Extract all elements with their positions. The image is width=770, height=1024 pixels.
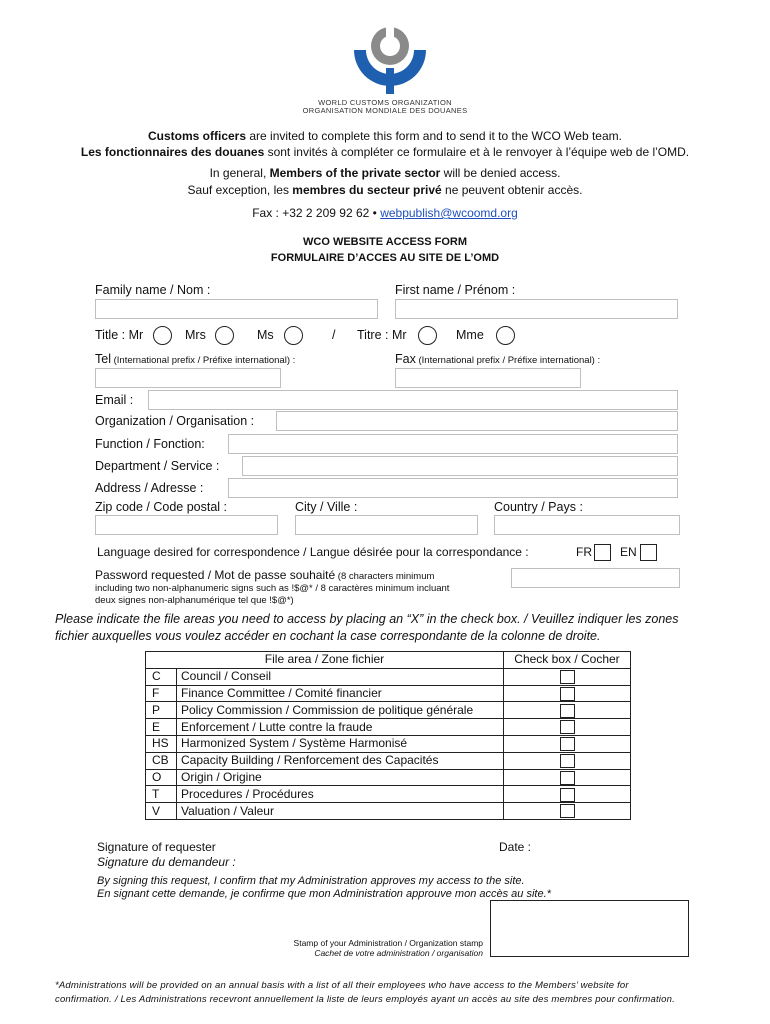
instructions-line-1: Please indicate the file areas you need to access by placing an “X” in the check box. / Veuillez indiquer les zones — [55, 612, 679, 626]
city-input[interactable] — [295, 515, 478, 535]
table-row — [146, 702, 631, 719]
file-area-checkbox[interactable] — [560, 754, 575, 768]
table-row — [146, 668, 631, 685]
function-input[interactable] — [228, 434, 678, 454]
titre-mme-radio[interactable] — [496, 326, 515, 345]
password-note-line-3: deux signes non-alphanumérique tel que !$@*) — [95, 595, 294, 606]
intro-line-4: Sauf exception, les membres du secteur privé ne peuvent obtenir accès. — [187, 183, 583, 197]
check-cell — [504, 803, 631, 820]
file-area-code: C — [146, 668, 177, 685]
title-mrs-label: Mrs — [185, 328, 206, 342]
email-link[interactable]: webpublish@wcoomd.org — [380, 206, 518, 220]
table-row — [146, 803, 631, 820]
check-cell — [504, 769, 631, 786]
file-area-code: O — [146, 769, 177, 786]
file-area-name: Finance Committee / Comité financier — [177, 685, 504, 702]
fax-label: Fax (International prefix / Préfixe international) : — [395, 352, 601, 366]
signature-label-en: Signature of requester — [97, 840, 216, 854]
country-label: Country / Pays : — [494, 500, 583, 514]
zip-input[interactable] — [95, 515, 278, 535]
organization-label: Organization / Organisation : — [95, 414, 255, 428]
titre-mme-label: Mme — [456, 328, 484, 342]
title-separator: / — [332, 328, 336, 342]
city-label: City / Ville : — [295, 500, 358, 514]
file-area-name: Council / Conseil — [177, 668, 504, 685]
file-area-checkbox[interactable] — [560, 771, 575, 785]
file-area-name: Harmonized System / Système Harmonisé — [177, 735, 504, 752]
table-row — [146, 719, 631, 736]
file-area-checkbox[interactable] — [560, 737, 575, 751]
tel-label: Tel (International prefix / Préfixe international) : — [95, 352, 296, 366]
file-area-checkbox[interactable] — [560, 704, 575, 718]
file-area-name: Capacity Building / Renforcement des Capacités — [177, 752, 504, 769]
title-ms-label: Ms — [257, 328, 274, 342]
check-cell — [504, 702, 631, 719]
logo-text-fr: ORGANISATION MONDIALE DES DOUANES — [302, 106, 468, 115]
department-label: Department / Service : — [95, 459, 220, 473]
intro-line-2: Les fonctionnaires des douanes sont invités à compléter ce formulaire et à le renvoyer à l’équipe web de l’OMD. — [80, 145, 690, 159]
signature-label-fr: Signature du demandeur : — [97, 855, 236, 869]
footnote-line-1: *Administrations will be provided on an annual basis with a list of all their employees who have access to the Members’ website for — [55, 980, 629, 991]
fax-email-line: Fax : +32 2 209 92 62 • webpublish@wcoomd.org — [252, 206, 518, 220]
file-area-name: Policy Commission / Commission de politique générale — [177, 702, 504, 719]
check-cell — [504, 786, 631, 803]
password-note-line-2: including two non-alphanumeric signs such as !$@* / 8 caractères minimum incluant — [95, 583, 450, 594]
password-label: Password requested / Mot de passe souhaité (8 characters minimum — [95, 568, 435, 582]
file-area-checkbox[interactable] — [560, 687, 575, 701]
file-area-code: HS — [146, 735, 177, 752]
intro-line-1: Customs officers are invited to complete this form and to send it to the WCO Web team. — [148, 129, 622, 143]
instructions-line-2: fichier auxquelles vous voulez accéder en cochant la case correspondante de la colonne de droite. — [55, 629, 601, 643]
function-label: Function / Fonction: — [95, 437, 205, 451]
file-area-name: Origin / Origine — [177, 769, 504, 786]
table-row — [146, 752, 631, 769]
file-area-code: F — [146, 685, 177, 702]
country-input[interactable] — [494, 515, 680, 535]
check-cell — [504, 752, 631, 769]
file-area-name: Enforcement / Lutte contre la fraude — [177, 719, 504, 736]
tel-input[interactable] — [95, 368, 281, 388]
footnote-line-2: confirmation. / Les Administrations recevront annuellement la liste de leurs employés ayant un accès au site des membres pour confirmation. — [55, 994, 675, 1005]
stamp-label-fr: Cachet de votre administration / organisation — [314, 948, 483, 958]
form-title-fr: FORMULAIRE D’ACCES AU SITE DE L’OMD — [270, 252, 500, 264]
fax-input[interactable] — [395, 368, 581, 388]
form-title-en: WCO WEBSITE ACCESS FORM — [303, 236, 467, 248]
header-file-area: File area / Zone fichier — [146, 652, 504, 669]
department-input[interactable] — [242, 456, 678, 476]
address-label: Address / Adresse : — [95, 481, 204, 495]
first-name-input[interactable] — [395, 299, 678, 319]
table-row — [146, 735, 631, 752]
confirm-fr: En signant cette demande, je confirme que mon Administration approuve mon accès au site.* — [97, 888, 551, 900]
file-area-table — [145, 651, 631, 820]
file-area-code: P — [146, 702, 177, 719]
title-mr-label: Title : Mr — [95, 328, 144, 342]
family-name-label: Family name / Nom : — [95, 283, 211, 297]
lang-fr-checkbox[interactable] — [594, 544, 611, 561]
stamp-label-en: Stamp of your Administration / Organization stamp — [293, 938, 483, 948]
language-label: Language desired for correspondence / Langue désirée pour la correspondance : — [97, 545, 529, 559]
organization-input[interactable] — [276, 411, 678, 431]
file-area-code: V — [146, 803, 177, 820]
lang-en-label: EN — [620, 545, 637, 559]
family-name-input[interactable] — [95, 299, 378, 319]
header-check-box: Check box / Cocher — [504, 652, 631, 669]
check-cell — [504, 668, 631, 685]
wco-logo — [340, 22, 440, 98]
lang-en-checkbox[interactable] — [640, 544, 657, 561]
titre-mr-radio[interactable] — [418, 326, 437, 345]
file-area-name: Procedures / Procédures — [177, 786, 504, 803]
table-row — [146, 786, 631, 803]
zip-label: Zip code / Code postal : — [95, 500, 228, 514]
file-area-code: E — [146, 719, 177, 736]
check-cell — [504, 735, 631, 752]
email-input[interactable] — [148, 390, 678, 410]
check-cell — [504, 719, 631, 736]
stamp-box[interactable] — [490, 900, 689, 957]
password-input[interactable] — [511, 568, 680, 588]
file-area-checkbox[interactable] — [560, 788, 575, 802]
confirm-en: By signing this request, I confirm that my Administration approves my access to the site. — [97, 875, 525, 887]
table-header-row — [146, 652, 631, 669]
file-area-code: CB — [146, 752, 177, 769]
intro-line-3: In general, Members of the private sector will be denied access. — [209, 166, 561, 180]
check-cell — [504, 685, 631, 702]
address-input[interactable] — [228, 478, 678, 498]
title-mr-radio[interactable] — [153, 326, 172, 345]
wco-logo-icon — [340, 22, 440, 98]
date-label: Date : — [499, 840, 532, 854]
file-area-code: T — [146, 786, 177, 803]
first-name-label: First name / Prénom : — [395, 283, 516, 297]
title-mrs-radio[interactable] — [215, 326, 234, 345]
table-row — [146, 685, 631, 702]
file-area-checkbox[interactable] — [560, 670, 575, 684]
title-ms-radio[interactable] — [284, 326, 303, 345]
file-area-name: Valuation / Valeur — [177, 803, 504, 820]
lang-fr-label: FR — [576, 545, 592, 559]
titre-mr-label: Titre : Mr — [357, 328, 407, 342]
file-area-checkbox[interactable] — [560, 804, 575, 818]
email-label: Email : — [95, 393, 134, 407]
file-area-checkbox[interactable] — [560, 720, 575, 734]
logo-text-en: WORLD CUSTOMS ORGANIZATION — [318, 98, 452, 107]
table-row — [146, 769, 631, 786]
